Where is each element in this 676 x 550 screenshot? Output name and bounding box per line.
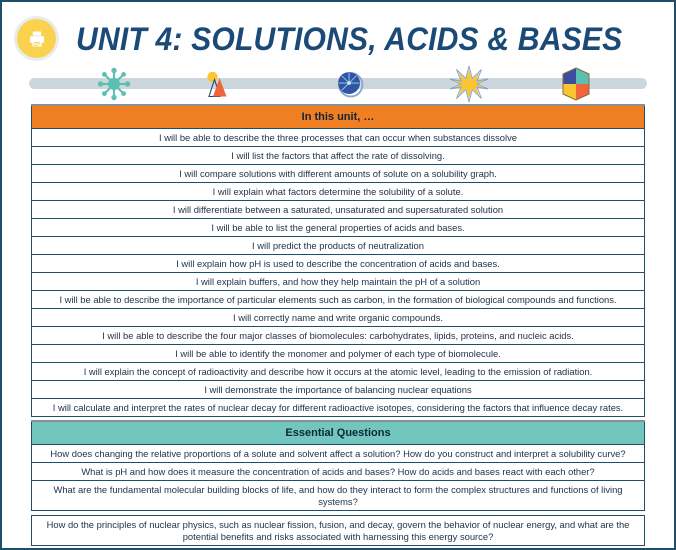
essential-questions-section: [31, 420, 645, 546]
starburst-icon: [449, 64, 489, 104]
essential-questions-table: [31, 420, 645, 546]
question-item: How does changing the relative proportions of a solute and solvent affect a solution? How do you construct and interpret a solubility curve?: [32, 445, 645, 463]
table-row: [32, 147, 645, 165]
objective-item: I will be able to describe the three processes that can occur when substances dissolve: [32, 129, 645, 147]
table-row: [32, 309, 645, 327]
objective-item: I will be able to identify the monomer and polymer of each type of biomolecule.: [32, 345, 645, 363]
question-item: What is pH and how does it measure the concentration of acids and bases? How do acids and bases react with each other?: [32, 463, 645, 481]
table-row: [32, 129, 645, 147]
objective-item: I will list the factors that affect the rate of dissolving.: [32, 147, 645, 165]
table-row: [32, 165, 645, 183]
table-row: [32, 363, 645, 381]
table-row: [32, 516, 645, 546]
table-row: [32, 291, 645, 309]
objective-item: I will explain what factors determine the solubility of a solute.: [32, 183, 645, 201]
unit-objectives-body: [32, 105, 645, 417]
objective-item: I will differentiate between a saturated, unsaturated and supersaturated solution: [32, 201, 645, 219]
page-header: [2, 2, 674, 68]
objective-item: I will be able to describe the importance of particular elements such as carbon, in the formation of biological compounds and functions.: [32, 291, 645, 309]
page-title: UNIT 4: SOLUTIONS, ACIDS & BASES: [76, 21, 623, 57]
print-badge-circle: [17, 19, 56, 58]
table-row: [32, 381, 645, 399]
objective-item: I will explain buffers, and how they help maintain the pH of a solution: [32, 273, 645, 291]
objective-item: I will demonstrate the importance of balancing nuclear equations: [32, 381, 645, 399]
objective-item: I will correctly name and write organic compounds.: [32, 309, 645, 327]
icon-strip: [2, 66, 674, 100]
table-row: [32, 201, 645, 219]
essential-questions-body: [32, 421, 645, 546]
objective-item: I will compare solutions with different amounts of solute on a solubility graph.: [32, 165, 645, 183]
print-button[interactable]: [14, 16, 59, 61]
unit-objectives-section: [31, 104, 645, 417]
table-row: [32, 219, 645, 237]
objective-item: I will explain how pH is used to describe the concentration of acids and bases.: [32, 255, 645, 273]
table-row: [32, 255, 645, 273]
table-row: [32, 445, 645, 463]
objective-item: I will explain the concept of radioactivity and describe how it occurs at the atomic level, leading to the emission of radiation.: [32, 363, 645, 381]
table-row: [32, 463, 645, 481]
table-row: [32, 399, 645, 417]
table-row: [32, 273, 645, 291]
printer-icon: [27, 29, 47, 49]
objective-item: I will predict the products of neutralization: [32, 237, 645, 255]
mountain-sun-icon: [196, 64, 236, 104]
molecule-icon: [94, 64, 134, 104]
table-row: [32, 481, 645, 511]
unit-objectives-heading: In this unit, …: [32, 105, 645, 129]
objective-item: I will be able to list the general properties of acids and bases.: [32, 219, 645, 237]
question-item: How do the principles of nuclear physics, such as nuclear fission, fusion, and decay, govern the behavior of nuclear energy, and what are the potential benefits and risks associated with harnessing this energy source?: [32, 516, 645, 546]
unit-objectives-table: [31, 104, 645, 417]
objective-item: I will calculate and interpret the rates of nuclear decay for different radioactive isotopes, considering the factors that influence decay rates.: [32, 399, 645, 417]
question-item: What are the fundamental molecular building blocks of life, and how do they interact to form the complex structures and functions of living systems?: [32, 481, 645, 511]
globe-compass-icon: [330, 64, 370, 104]
table-row: [32, 183, 645, 201]
essential-questions-heading: Essential Questions: [32, 421, 645, 445]
objective-item: I will be able to describe the four major classes of biomolecules: carbohydrates, lipids, proteins, and nucleic acids.: [32, 327, 645, 345]
hexagon-blocks-icon: [556, 64, 596, 104]
table-header-row: [32, 105, 645, 129]
table-row: [32, 327, 645, 345]
table-row: [32, 237, 645, 255]
table-header-row: [32, 421, 645, 445]
table-row: [32, 345, 645, 363]
